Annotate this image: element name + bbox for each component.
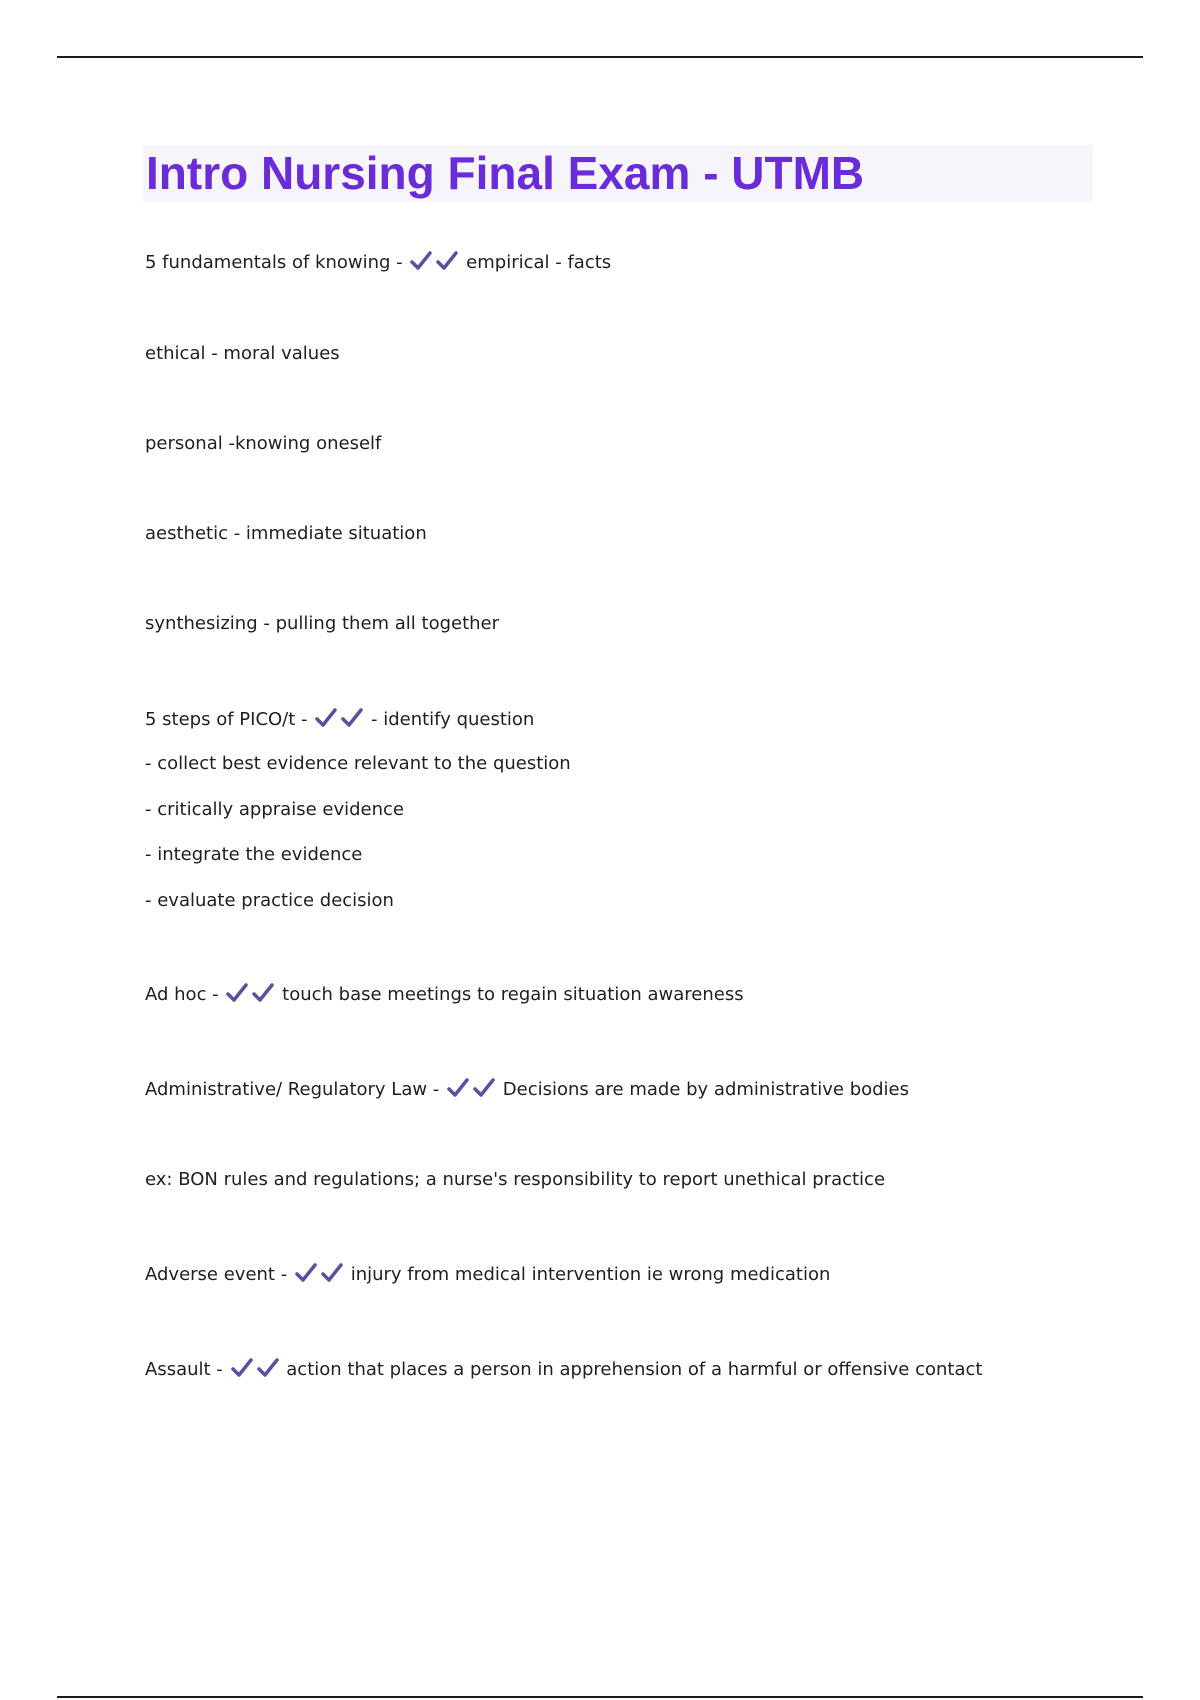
entry-term: 5 fundamentals of knowing - (145, 252, 403, 273)
check-mark-icon (409, 250, 433, 272)
check-mark-icon (251, 982, 275, 1004)
entry-term: Ad hoc - (145, 984, 219, 1005)
qa-entry-assault (145, 1357, 982, 1382)
document-title: Intro Nursing Final Exam - UTMB (146, 147, 865, 199)
entry-term: Adverse event - (145, 1264, 288, 1285)
check-mark-icon (340, 707, 364, 729)
entry-answer: - identify question (371, 709, 535, 730)
text-line: personal -knowing oneself (145, 433, 382, 454)
qa-entry-administrative-law (145, 1077, 909, 1102)
check-mark-icon (320, 1262, 344, 1284)
entry-term: Administrative/ Regulatory Law - (145, 1079, 440, 1100)
qa-entry-fundamentals (145, 250, 611, 275)
entry-answer: empirical - facts (466, 252, 612, 273)
check-mark-icon (472, 1077, 496, 1099)
entry-answer: action that places a person in apprehension of a harmful or offensive contact (286, 1359, 983, 1380)
check-mark-icon (225, 982, 249, 1004)
check-mark-icon (294, 1262, 318, 1284)
bottom-rule (57, 1696, 1143, 1698)
check-mark-icon (230, 1357, 254, 1379)
text-line: ethical - moral values (145, 343, 340, 364)
entry-answer: touch base meetings to regain situation awareness (282, 984, 744, 1005)
entry-term: Assault - (145, 1359, 223, 1380)
text-line: - collect best evidence relevant to the question (145, 753, 571, 774)
top-rule (57, 56, 1143, 58)
check-mark-icon (446, 1077, 470, 1099)
text-line: synthesizing - pulling them all together (145, 613, 500, 634)
entry-answer: Decisions are made by administrative bodies (502, 1079, 910, 1100)
text-line: - integrate the evidence (145, 844, 363, 865)
entry-term: 5 steps of PICO/t - (145, 709, 308, 730)
check-mark-icon (435, 250, 459, 272)
qa-entry-ad-hoc (145, 982, 744, 1007)
check-mark-icon (256, 1357, 280, 1379)
text-line: ex: BON rules and regulations; a nurse's responsibility to report unethical practice (145, 1169, 886, 1190)
text-line: - evaluate practice decision (145, 890, 394, 911)
check-mark-icon (314, 707, 338, 729)
text-line: - critically appraise evidence (145, 799, 404, 820)
entry-answer: injury from medical intervention ie wrong medication (350, 1264, 831, 1285)
text-line: aesthetic - immediate situation (145, 523, 427, 544)
qa-entry-adverse-event (145, 1262, 830, 1287)
qa-entry-pico (145, 707, 534, 732)
